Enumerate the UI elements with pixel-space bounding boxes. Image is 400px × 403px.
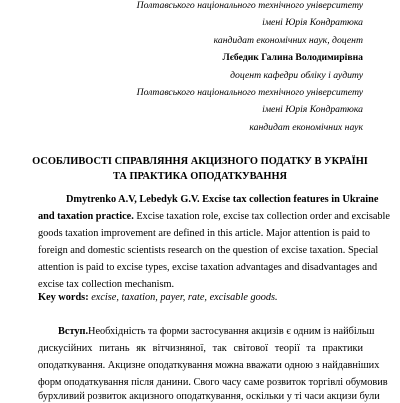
intro-line-2: дискусійних питань як вітчизняної, так світової теорії та практики: [38, 343, 363, 354]
author-position-2: доцент кафедри обліку і аудиту: [230, 70, 363, 81]
author-degree-2: кандидат економічних наук: [249, 122, 363, 133]
intro-line-5: бурхливий розвиток акцизного оподаткування, оскільки у ті часи акцизи були: [38, 391, 380, 402]
affiliation-named-after-1: імені Юрія Кондратюка: [262, 17, 363, 28]
article-title: [30, 154, 370, 184]
affiliation-university-2: Полтавського національного технічного університету: [136, 87, 363, 98]
keywords-list: excise, taxation, payer, rate, excisable goods.: [88, 292, 278, 303]
article-title-line-2: ТА ПРАКТИКА ОПОДАТКУВАННЯ: [112, 171, 288, 182]
keywords-line: [38, 291, 363, 304]
intro-label: Вступ.: [58, 326, 89, 337]
abstract-line-3: goods taxation improvement are defined in this article. Major attention is paid to: [38, 228, 370, 239]
abstract-heading-end: and taxation practice.: [38, 211, 134, 222]
author-name-2: Лєбедик Галина Володимирівна: [222, 52, 363, 63]
intro-line-4: форм оподаткування після данини. Свого часу саме розвиток торгівлі обумовив: [38, 377, 388, 388]
author-degree-1: кандидат економічних наук, доцент: [213, 35, 363, 46]
intro-line-3: оподаткування. Акцизне оподаткування можна вважати одною з найдавніших: [38, 360, 380, 371]
abstract-line-4: foreign and domestic scientists research on the question of excise taxation. Special: [38, 245, 379, 256]
article-title-line-1: ОСОБЛИВОСТІ СПРАВЛЯННЯ АКЦИЗНОГО ПОДАТКУ В УКРАЇНІ: [32, 156, 368, 167]
abstract-text-2: Excise taxation role, excise tax collection order and excisable: [133, 211, 390, 222]
affiliation-named-after-2: імені Юрія Кондратюка: [262, 104, 363, 115]
affiliation-university-1: Полтавського національного технічного університету: [136, 0, 363, 11]
abstract-line-5: attention is paid to excise types, excise taxation advantages and disadvantages and: [38, 262, 378, 273]
abstract-line-2: [38, 210, 390, 223]
abstract-line-6: excise tax collection mechanism.: [38, 279, 175, 290]
abstract-heading-line: Dmytrenko A.V, Lebedyk G.V. Excise tax collection features in Ukraine: [66, 194, 379, 205]
keywords-label: Key words:: [38, 292, 89, 303]
intro-line-1: [58, 325, 375, 338]
intro-text-1: Необхідність та форми застосування акцизів є одним із найбільш: [88, 326, 375, 337]
